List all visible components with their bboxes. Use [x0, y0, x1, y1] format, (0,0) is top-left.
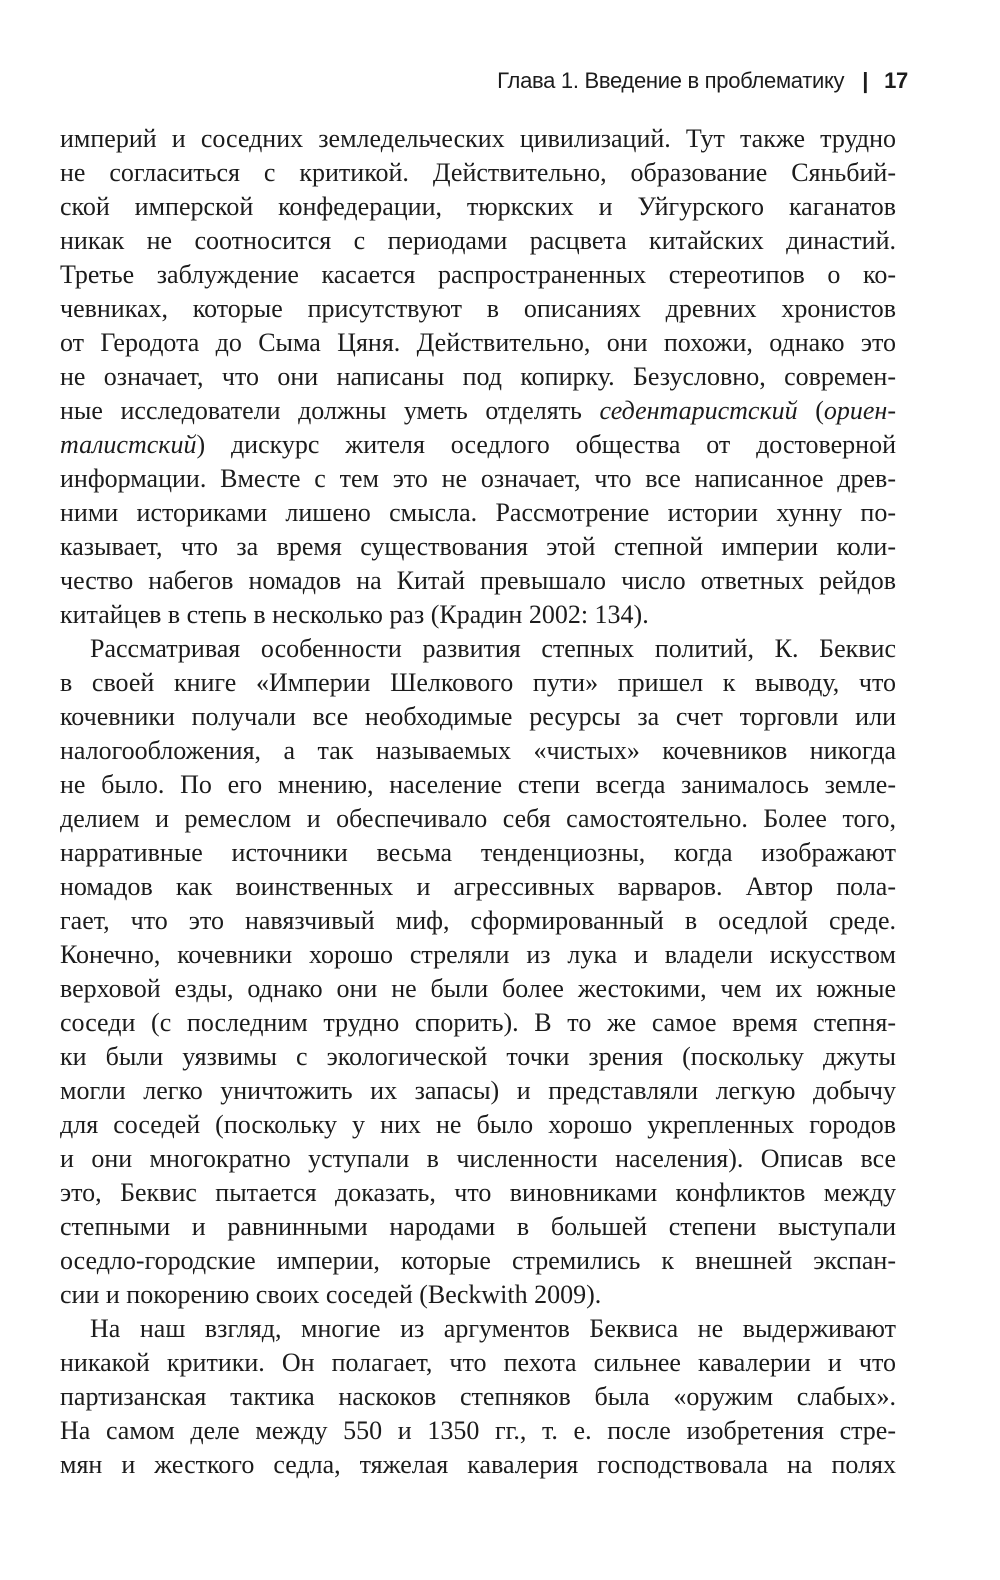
text-line: нарративные источники весьма тенденциозны, когда изображают	[60, 838, 896, 867]
text-line: никак не соотносится с периодами расцвета китайских династий.	[60, 226, 896, 255]
text-line: ской имперской конфедерации, тюркских и Уйгурского каганатов	[60, 192, 896, 221]
text-line: не согласиться с критикой. Действительно, образование Сяньбий-	[60, 158, 896, 187]
text-line: На самом деле между 550 и 1350 гг., т. е. после изобретения стре-	[60, 1416, 896, 1445]
text-line: гает, что это навязчивый миф, сформированный в оседлой среде.	[60, 906, 896, 935]
text-line: кочевники получали все необходимые ресурсы за счет торговли или	[60, 702, 896, 731]
text-line: ними историками лишено смысла. Рассмотрение истории хунну по-	[60, 498, 896, 527]
text-line: партизанская тактика наскоков степняков была «оружим слабых».	[60, 1382, 896, 1411]
text-line: для соседей (поскольку у них не было хорошо укрепленных городов	[60, 1110, 896, 1139]
italic-term: седентаристский	[599, 396, 798, 425]
running-title: Глава 1. Введение в проблематику	[497, 68, 845, 93]
italic-term: талистский	[60, 430, 197, 459]
text-line: чевниках, которые присутствуют в описаниях древних хронистов	[60, 294, 896, 323]
page-number: 17	[884, 68, 908, 93]
text-line: На наш взгляд, многие из аргументов Беквиса не выдерживают	[90, 1314, 896, 1343]
text-line: китайцев в степь в несколько раз (Крадин 2002: 134).	[60, 600, 649, 629]
text-line: могли легко уничтожить их запасы) и представляли легкую добычу	[60, 1076, 896, 1105]
text-line: не означает, что они написаны под копирку. Безусловно, современ-	[60, 362, 896, 391]
text-line: чество набегов номадов на Китай превышало число ответных рейдов	[60, 566, 896, 595]
text-line: никакой критики. Он полагает, что пехота сильнее кавалерии и что	[60, 1348, 896, 1377]
text-line: Рассматривая особенности развития степных политий, К. Беквис	[90, 634, 896, 663]
text-line: степными и равнинными народами в большей степени выступали	[60, 1212, 896, 1241]
text-line: и они многократно уступали в численности населения). Описав все	[60, 1144, 896, 1173]
text-line: империй и соседних земледельческих цивилизаций. Тут также трудно	[60, 124, 896, 153]
text-line: талистский) дискурс жителя оседлого общества от достоверной	[60, 430, 896, 459]
text-line: сии и покорению своих соседей (Beckwith 2009).	[60, 1280, 602, 1309]
text-line: Конечно, кочевники хорошо стреляли из лука и владели искусством	[60, 940, 896, 969]
text-line: это, Беквис пытается доказать, что виновниками конфликтов между	[60, 1178, 896, 1207]
text-line: казывает, что за время существования этой степной империи коли-	[60, 532, 896, 561]
text-line: делием и ремеслом и обеспечивало себя самостоятельно. Более того,	[60, 804, 896, 833]
text-line: номадов как воинственных и агрессивных варваров. Автор пола-	[60, 872, 896, 901]
running-header	[497, 68, 908, 94]
text-line: мян и жесткого седла, тяжелая кавалерия господствовала на полях	[60, 1450, 896, 1479]
text-line: не было. По его мнению, население степи всегда занималось земле-	[60, 770, 896, 799]
text-line: оседло-городские империи, которые стремились к внешней экспан-	[60, 1246, 896, 1275]
italic-term: ориен-	[823, 396, 896, 425]
text-line: от Геродота до Сыма Цяня. Действительно, они похожи, однако это	[60, 328, 896, 357]
body-text	[60, 122, 896, 1482]
text-line: ные исследователи должны уметь отделять седентаристский (ориен-	[60, 396, 896, 425]
text-line: информации. Вместе с тем это не означает, что все написанное древ-	[60, 464, 896, 493]
text-line: соседи (с последним трудно спорить). В то же самое время степня-	[60, 1008, 896, 1037]
text-line: в своей книге «Империи Шелкового пути» пришел к выводу, что	[60, 668, 896, 697]
header-separator: |	[862, 68, 869, 93]
text-line: Третье заблуждение касается распространенных стереотипов о ко-	[60, 260, 896, 289]
text-line: ки были уязвимы с экологической точки зрения (поскольку джуты	[60, 1042, 896, 1071]
text-line: налогообложения, а так называемых «чистых» кочевников никогда	[60, 736, 896, 765]
text-line: верховой езды, однако они не были более жестокими, чем их южные	[60, 974, 896, 1003]
